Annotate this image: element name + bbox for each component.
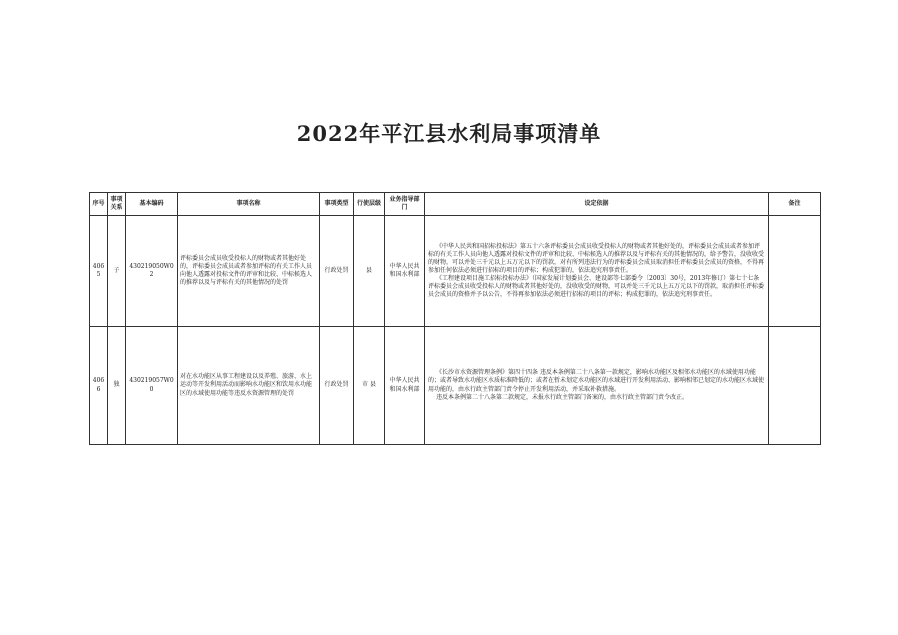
cell-note <box>769 216 821 327</box>
items-table <box>89 192 821 445</box>
cell-relation: 子 <box>108 216 126 327</box>
header-dept: 业务指导部门 <box>385 193 425 216</box>
cell-code: 430219057W00 <box>126 327 178 445</box>
table-row <box>90 216 821 327</box>
cell-basis <box>425 216 769 327</box>
cell-dept: 中华人民共和国水利部 <box>385 216 425 327</box>
header-basis: 设定依据 <box>425 193 769 216</box>
table-header-row <box>90 193 821 216</box>
cell-level: 县 <box>354 216 385 327</box>
basis-paragraph: 《长沙市水资源管理条例》第四十四条 违反本条例第二十八条第一款规定，影响水功能区及相邻水功能区的水域使用功能的；或者导致水功能区水质标准降低的；或者在暂未划定水功能区的水域进行开发利用活动、影响相邻已划定的水功能区水域使用功能的，由水行政主管部门责令停止开发利用活动，并采取补救措施。 <box>428 369 765 393</box>
cell-type: 行政处罚 <box>320 216 354 327</box>
header-code: 基本编码 <box>126 193 178 216</box>
cell-code: 430219050W02 <box>126 216 178 327</box>
header-relation: 事项关系 <box>108 193 126 216</box>
cell-name: 对在水功能区从事工程建设以及养殖、旅游、水上运动等开发利用活动而影响水功能区和饮用水功能区的水域使用功能等违反水资源管理的处罚 <box>178 327 320 445</box>
table-row <box>90 327 821 445</box>
cell-note <box>769 327 821 445</box>
cell-name: 评标委员会成员收受投标人的财物或者其他好处的，评标委员会成员或者参加评标的有关工作人员向他人透露对投标文件的评审和比较、中标候选人的推荐以及与评标有关的其他情况的处罚 <box>178 216 320 327</box>
header-name: 事项名称 <box>178 193 320 216</box>
cell-seq: 4065 <box>90 216 108 327</box>
header-note: 备注 <box>769 193 821 216</box>
basis-paragraph: 《工程建设项目施工招标投标办法》（国家发展计划委员会、建设部等七部委令〔2003〕30号，2013年修订）第七十七条 评标委员会成员收受投标人的财物或者其他好处的，没收收受的财物，可以并处三千元以上五万元以下的罚款，取消担任评标委员会成员的资格并予以公告，不得再参加依法必须进行招标的项目的评标；构成犯罪的，依法追究刑事责任。 <box>428 275 765 299</box>
header-type: 事项类型 <box>320 193 354 216</box>
cell-dept: 中华人民共和国水利部 <box>385 327 425 445</box>
cell-type: 行政处罚 <box>320 327 354 445</box>
cell-relation: 独 <box>108 327 126 445</box>
header-seq: 序号 <box>90 193 108 216</box>
basis-paragraph: 违反本条例第二十八条第二款规定，未报水行政主管部门备案的，由水行政主管部门责令改正。 <box>436 393 689 401</box>
basis-paragraph: 《中华人民共和国招标投标法》第五十六条评标委员会成员收受投标人的财物或者其他好处的，评标委员会成员或者参加评标的有关工作人员向他人透露对投标文件的评审和比较、中标候选人的推荐以及与评标有关的其他情况的，给予警告，没收收受的财物，可以并处三千元以上五万元以下的罚款，对有所列违法行为的评标委员会成员取消担任评标委员会成员的资格，不得再参加任何依法必须进行招标的项目的评标；构成犯罪的，依法追究刑事责任。 <box>428 242 765 274</box>
cell-basis <box>425 327 769 445</box>
cell-seq: 4066 <box>90 327 108 445</box>
page-title: 2022年平江县水利局事项清单 <box>296 121 602 146</box>
cell-level: 市 县 <box>354 327 385 445</box>
header-level: 行使层级 <box>354 193 385 216</box>
